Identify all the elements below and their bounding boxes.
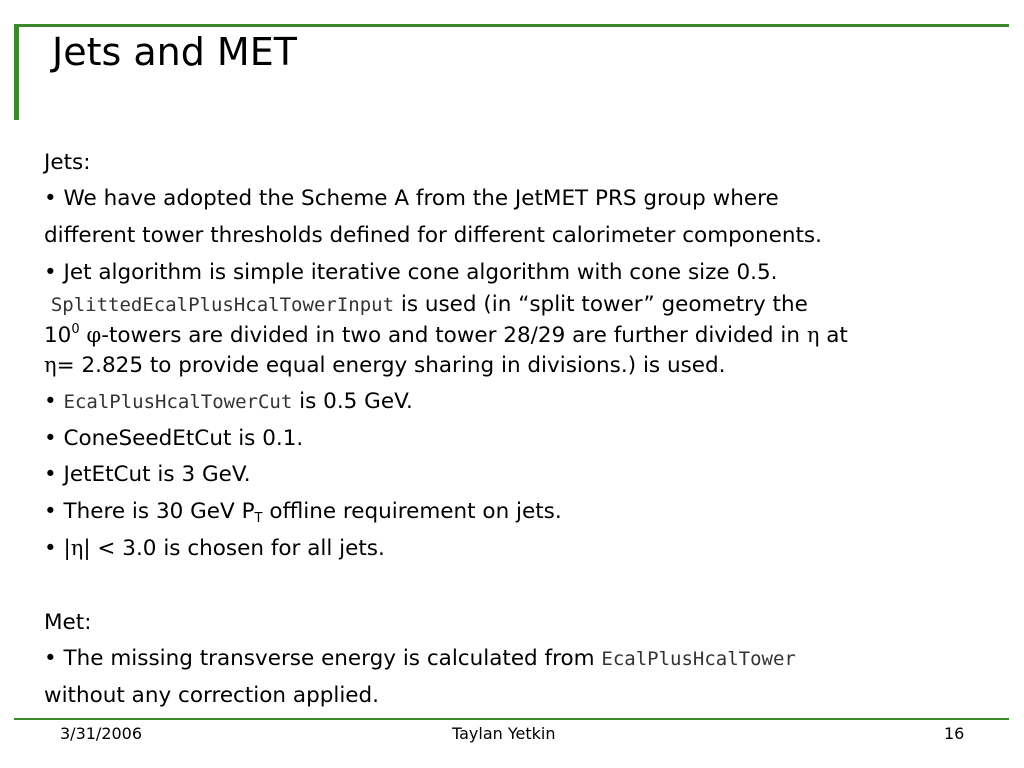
bullet-algorithm-line-3: $10^0$ φ-towers are divided in two and tower 28/29 are further divided in η at xyxy=(44,322,848,348)
bullet-tower-cut: • EcalPlusHcalTowerCut is 0.5 GeV. xyxy=(44,389,413,414)
code-tower-cut: EcalPlusHcalTowerCut xyxy=(63,391,293,413)
footer-date: 3/31/2006 xyxy=(60,724,143,743)
footer-divider xyxy=(14,718,1009,720)
bullet-jet-et-cut: • JetEtCut is 3 GeV. xyxy=(44,462,251,487)
bullet-algorithm-line-4: η= 2.825 to provide equal energy sharing in divisions.) is used. xyxy=(44,353,726,378)
met-line-1: • The missing transverse energy is calculated from EcalPlusHcalTower xyxy=(44,646,796,671)
code-ecal-hcal-tower: EcalPlusHcalTower xyxy=(601,648,796,670)
bullet-pt-requirement: • There is 30 GeV $P_T$ offline requirement on jets. xyxy=(44,499,562,526)
met-heading: Met: xyxy=(44,610,92,635)
eta-symbol: η xyxy=(44,353,57,377)
footer-page-number: 16 xyxy=(944,724,965,743)
bullet-algorithm-line-2: SplittedEcalPlusHcalTowerInput is used (in “split tower” geometry the xyxy=(50,292,808,317)
met-line-2: without any correction applied. xyxy=(44,683,380,708)
accent-vertical-bar xyxy=(14,24,19,120)
bullet-algorithm-line-1: • Jet algorithm is simple iterative cone algorithm with cone size 0.5. xyxy=(44,260,778,285)
bullet-cone-seed: • ConeSeedEtCut is 0.1. xyxy=(44,426,304,451)
jets-heading: Jets: xyxy=(44,150,91,175)
eta-symbol: η xyxy=(70,536,84,560)
bullet-scheme-line-1: • We have adopted the Scheme A from the JetMET PRS group where xyxy=(44,186,779,211)
eta-symbol: η xyxy=(806,323,820,347)
bullet-eta-cut: • |η| < 3.0 is chosen for all jets. xyxy=(44,536,385,561)
footer-author: Taylan Yetkin xyxy=(452,724,556,743)
code-splitted-tower-input: SplittedEcalPlusHcalTowerInput xyxy=(50,294,395,316)
bullet-scheme-line-2: different tower thresholds defined for different calorimeter components. xyxy=(44,223,822,248)
phi-symbol: φ xyxy=(86,323,102,347)
accent-top-bar xyxy=(14,24,1009,27)
slide-title: Jets and MET xyxy=(52,30,297,74)
